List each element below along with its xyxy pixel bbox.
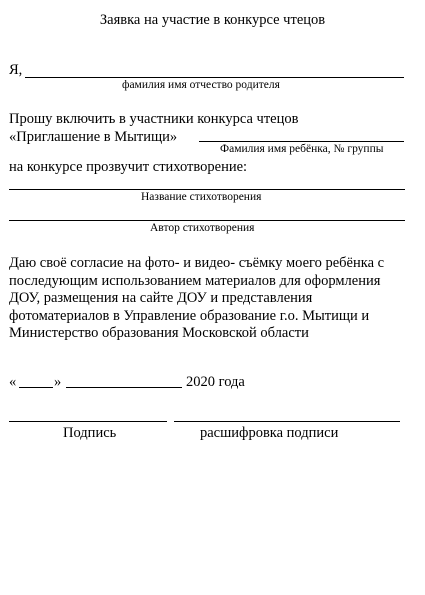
poem-title-caption: Название стихотворения <box>141 191 262 203</box>
applicant-caption: фамилия имя отчество родителя <box>122 79 280 91</box>
signature-line[interactable] <box>9 421 167 422</box>
date-close-quote: » <box>54 374 62 390</box>
year-text: 2020 года <box>186 374 245 390</box>
date-open-quote: « <box>9 374 17 390</box>
poem-author-caption: Автор стихотворения <box>150 222 255 234</box>
date-day-line[interactable] <box>19 387 53 388</box>
signature-decode-caption: расшифровка подписи <box>200 425 339 441</box>
poem-intro: на конкурсе прозвучит стихотворение: <box>9 159 248 175</box>
form-title: Заявка на участие в конкурсе чтецов <box>99 12 326 28</box>
consent-paragraph: Даю своё согласие на фото- и видео- съёмку моего ребёнка с последующим использованием материалов для оформления ДОУ, размещения на сайте ДОУ и представления фотоматериалов в Управление образование г.о. Мытищи и Министерство образования Московской области <box>9 255 385 341</box>
date-month-line[interactable] <box>66 387 182 388</box>
signature-decode-line[interactable] <box>174 421 400 422</box>
request-line: Прошу включить в участники конкурса чтецов <box>9 111 299 127</box>
contest-name: «Приглашение в Мытищи» <box>9 129 178 145</box>
poem-author-line[interactable] <box>9 220 405 221</box>
poem-title-line[interactable] <box>9 189 405 190</box>
child-caption: Фамилия имя ребёнка, № группы <box>220 143 384 155</box>
child-name-line[interactable] <box>199 141 404 142</box>
signature-caption: Подпись <box>63 425 117 441</box>
applicant-name-line[interactable] <box>25 77 404 78</box>
applicant-prefix: Я, <box>9 62 23 78</box>
